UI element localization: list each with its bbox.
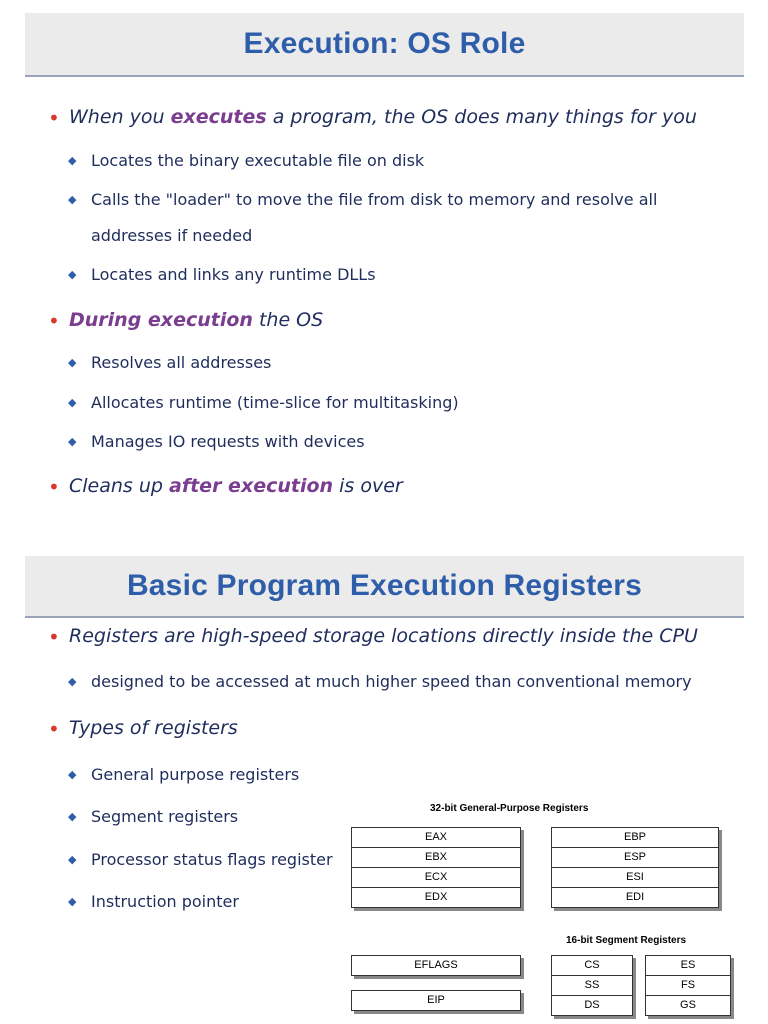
register-ds: DS (584, 999, 600, 1011)
diamond-bullet-icon: ◆ (68, 435, 77, 448)
register-fs: FS (646, 976, 730, 996)
sub-item-text: Resolves all addresses (91, 353, 272, 372)
register-esi: ESI (552, 868, 718, 888)
bullet-text: Registers are high-speed storage locations directly inside the CPU (69, 625, 698, 647)
sub-item-text: Manages IO requests with devices (91, 432, 365, 451)
sub-item-text: Locates and links any runtime DLLs (91, 265, 376, 284)
segment-registers-title: 16-bit Segment Registers (566, 935, 687, 946)
diamond-bullet-icon: ◆ (68, 193, 77, 206)
sub-item-text: General purpose registers (91, 765, 300, 784)
diamond-bullet-icon: ◆ (68, 810, 77, 823)
bullet-emphasis: after execution (169, 475, 334, 497)
register-edx: EDX (424, 891, 448, 903)
sub-item-text: designed to be accessed at much higher speed than conventional memory (91, 672, 692, 691)
eip-register (351, 990, 521, 1011)
segment-registers-right (645, 955, 731, 1016)
bullet-text: Types of registers (69, 717, 238, 739)
register-ebx: EBX (352, 848, 520, 868)
diamond-bullet-icon: ◆ (68, 356, 77, 369)
bullet-text: a program, the OS does many things for you (266, 106, 697, 128)
bullet-dot-icon: • (48, 475, 60, 499)
gp-registers-right (551, 827, 719, 908)
sub-item-text: Processor status flags register (91, 850, 333, 869)
register-gs: GS (680, 999, 696, 1011)
diamond-bullet-icon: ◆ (68, 154, 77, 167)
sub-item-text: Allocates runtime (time-slice for multitasking) (91, 393, 459, 412)
diamond-bullet-icon: ◆ (68, 396, 77, 409)
register-esp: ESP (552, 848, 718, 868)
sub-item-text: Calls the "loader" to move the file from disk to memory and resolve all addresses if needed (91, 190, 658, 245)
register-eax: EAX (352, 828, 520, 848)
bullet-dot-icon: • (48, 625, 60, 649)
bullet-text: Cleans up (69, 475, 170, 497)
sub-item-text: Segment registers (91, 807, 239, 826)
bullet-emphasis: executes (170, 106, 267, 128)
bullet-text: When you (69, 106, 171, 128)
slide2-title-bar (25, 556, 744, 618)
diamond-bullet-icon: ◆ (68, 895, 77, 908)
sub-item-text: Locates the binary executable file on disk (91, 151, 425, 170)
register-ebp: EBP (552, 828, 718, 848)
segment-registers-left (551, 955, 633, 1016)
slide1-title-bar (25, 13, 744, 77)
register-ss: SS (552, 976, 632, 996)
register-es: ES (646, 956, 730, 976)
diamond-bullet-icon: ◆ (68, 768, 77, 781)
bullet-dot-icon: • (48, 106, 60, 130)
bullet-dot-icon: • (48, 309, 60, 333)
register-edi: EDI (625, 891, 645, 903)
eflags-register (351, 955, 521, 976)
register-eflags: EFLAGS (414, 959, 458, 971)
register-cs: CS (552, 956, 632, 976)
bullet-text: the OS (252, 309, 324, 331)
bullet-emphasis: During execution (69, 309, 253, 331)
bullet-text: is over (333, 475, 403, 497)
slide1-title: Execution: OS Role (243, 27, 526, 60)
gp-registers-title: 32-bit General-Purpose Registers (430, 803, 589, 814)
diamond-bullet-icon: ◆ (68, 675, 77, 688)
gp-registers-left (351, 827, 521, 908)
diamond-bullet-icon: ◆ (68, 268, 77, 281)
register-ecx: ECX (352, 868, 520, 888)
diamond-bullet-icon: ◆ (68, 853, 77, 866)
bullet-dot-icon: • (48, 717, 60, 741)
slide2-title: Basic Program Execution Registers (126, 569, 643, 602)
register-eip: EIP (427, 994, 445, 1006)
sub-item-text: Instruction pointer (91, 892, 239, 911)
